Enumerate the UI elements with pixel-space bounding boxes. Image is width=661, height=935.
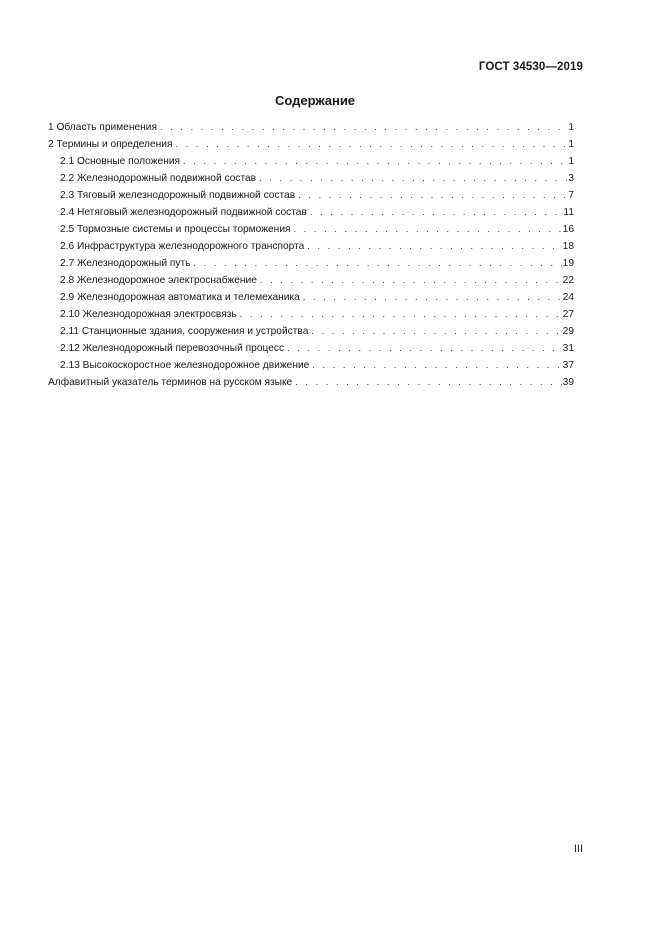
toc-dot-leader bbox=[303, 289, 562, 306]
toc-entry-page: 22 bbox=[562, 275, 574, 286]
toc-dot-leader bbox=[294, 221, 562, 238]
toc-title: Содержание bbox=[274, 93, 356, 108]
page-number: III bbox=[573, 843, 583, 855]
toc-entry[interactable] bbox=[48, 306, 574, 323]
toc-entry-page: 39 bbox=[562, 377, 574, 388]
toc-entry-page: 24 bbox=[562, 292, 574, 303]
toc-entry-page: 37 bbox=[562, 360, 574, 371]
toc-dot-leader bbox=[259, 170, 567, 187]
toc-entry-label: 2.7 Железнодорожный путь bbox=[60, 258, 191, 269]
toc-entry-label: 2.5 Тормозные системы и процессы торможения bbox=[60, 224, 291, 235]
toc-entry-page: 19 bbox=[562, 258, 574, 269]
toc-entry-page: 1 bbox=[568, 122, 574, 133]
toc-entry[interactable] bbox=[48, 357, 574, 374]
toc-entry-label: 2.11 Станционные здания, сооружения и устройства bbox=[60, 326, 309, 337]
toc-dot-leader bbox=[307, 238, 561, 255]
toc-entry[interactable] bbox=[48, 204, 574, 221]
toc-entry[interactable] bbox=[48, 374, 574, 391]
toc-dot-leader bbox=[260, 272, 562, 289]
toc-entry-label: 2.10 Железнодорожная электросвязь bbox=[60, 309, 237, 320]
toc-entry-label: 2.6 Инфраструктура железнодорожного транспорта bbox=[60, 241, 305, 252]
toc-entry-label: 2.12 Железнодорожный перевозочный процесс bbox=[60, 343, 285, 354]
toc-dot-leader bbox=[160, 119, 567, 136]
toc-entry-page: 18 bbox=[562, 241, 574, 252]
toc-entry-page: 1 bbox=[568, 156, 574, 167]
toc-entry-page: 29 bbox=[562, 326, 574, 337]
toc-dot-leader bbox=[311, 323, 561, 340]
toc-dot-leader bbox=[295, 374, 561, 391]
toc-entry[interactable] bbox=[48, 221, 574, 238]
toc-entry-page: 11 bbox=[563, 207, 574, 218]
toc-entry[interactable] bbox=[48, 136, 574, 153]
toc-entry-label: 2.4 Нетяговый железнодорожный подвижной состав bbox=[60, 207, 307, 218]
toc-dot-leader bbox=[298, 187, 567, 204]
toc-dot-leader bbox=[310, 204, 563, 221]
toc-entry-label: 2 Термины и определения bbox=[48, 139, 173, 150]
toc-dot-leader bbox=[183, 153, 567, 170]
toc-entry[interactable] bbox=[48, 289, 574, 306]
toc-entry[interactable] bbox=[48, 187, 574, 204]
toc-entry-label: 2.8 Железнодорожное электроснабжение bbox=[60, 275, 257, 286]
toc-entry[interactable] bbox=[48, 153, 574, 170]
toc-entry-page: 27 bbox=[562, 309, 574, 320]
toc-dot-leader bbox=[193, 255, 561, 272]
toc-entry-label: 2.2 Железнодорожный подвижной состав bbox=[60, 173, 257, 184]
toc-entry[interactable] bbox=[48, 340, 574, 357]
toc-entry[interactable] bbox=[48, 255, 574, 272]
toc-entry-page: 3 bbox=[568, 173, 574, 184]
toc-entry-label: Алфавитный указатель терминов на русском языке bbox=[48, 377, 293, 388]
toc-entry-page: 1 bbox=[568, 139, 574, 150]
toc-entry[interactable] bbox=[48, 238, 574, 255]
toc-entry-label: 2.3 Тяговый железнодорожный подвижной состав bbox=[60, 190, 296, 201]
toc-entry-page: 31 bbox=[562, 343, 574, 354]
toc-entry[interactable] bbox=[48, 119, 574, 136]
toc-entry-label: 2.13 Высокоскоростное железнодорожное движение bbox=[60, 360, 310, 371]
toc-entry[interactable] bbox=[48, 272, 574, 289]
toc-entry-label: 2.1 Основные положения bbox=[60, 156, 181, 167]
toc-dot-leader bbox=[312, 357, 561, 374]
toc-entry[interactable] bbox=[48, 170, 574, 187]
toc-entry-label: 1 Область применения bbox=[48, 122, 157, 133]
toc-dot-leader bbox=[240, 306, 562, 323]
toc-dot-leader bbox=[175, 136, 567, 153]
toc-entry-label: 2.9 Железнодорожная автоматика и телемеханика bbox=[60, 292, 300, 303]
toc-entry[interactable] bbox=[48, 323, 574, 340]
toc-entry-page: 7 bbox=[568, 190, 574, 201]
standard-designation: ГОСТ 34530—2019 bbox=[478, 61, 583, 73]
toc-entry-page: 16 bbox=[562, 224, 574, 235]
toc-dot-leader bbox=[287, 340, 562, 357]
table-of-contents bbox=[48, 119, 574, 391]
